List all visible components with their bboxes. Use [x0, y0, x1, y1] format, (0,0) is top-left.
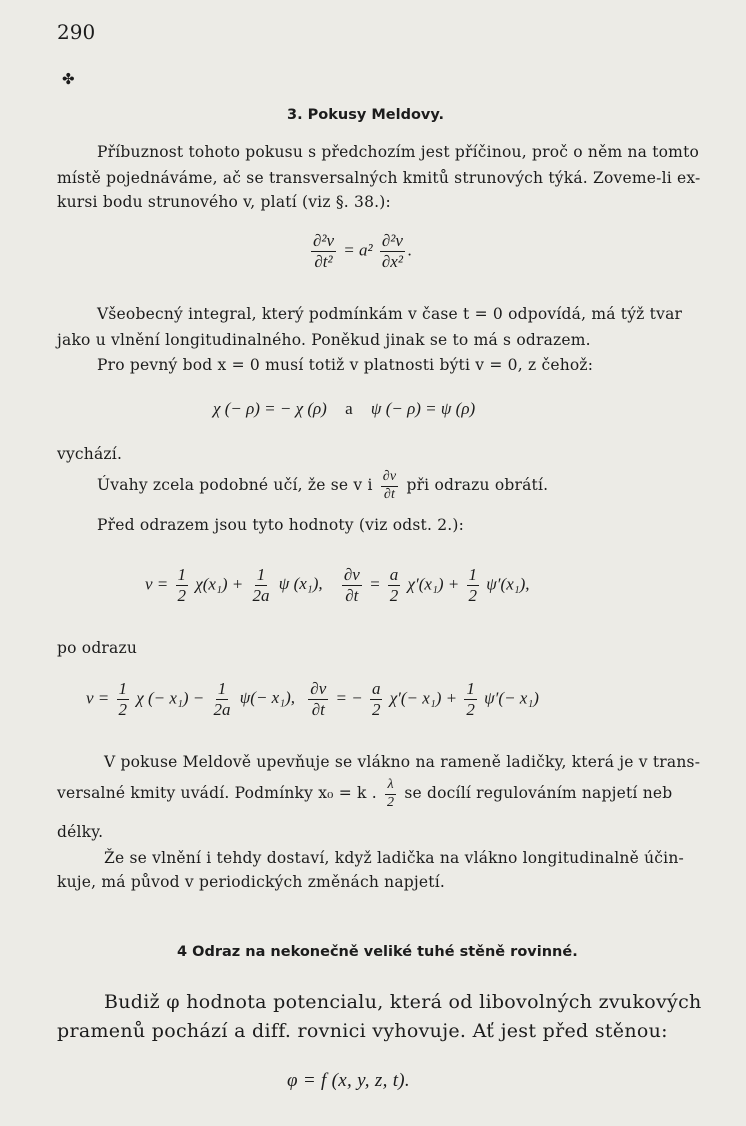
fraction-numerator: a — [389, 565, 399, 584]
fraction-denominator: 2 — [177, 585, 187, 605]
equation-text: = − — [335, 688, 363, 708]
ornament-icon: ✤ — [62, 70, 75, 88]
fraction-denominator: ∂t — [345, 585, 359, 605]
fraction-denominator: 2 — [468, 585, 477, 605]
paragraph-line: kuje, má původ v periodických změnách napjetí. — [57, 873, 445, 891]
fraction-denominator: ∂t — [383, 486, 396, 502]
before-reflection-equation — [145, 566, 530, 605]
equation-text: ψ (− ρ) = ψ (ρ) — [370, 399, 476, 418]
paragraph-line: Budiž φ hodnota potencialu, která od libovolných zvukových — [104, 991, 702, 1013]
equation-text: ψ(− x₁), — [239, 688, 296, 708]
paragraph-line: Před odrazem jsou tyto hodnoty (viz odst. 2.): — [97, 516, 465, 534]
paragraph-line: Že se vlnění i tehdy dostaví, když ladička na vlákno longitudinalně účin- — [104, 849, 684, 867]
fraction-numerator: 1 — [468, 565, 477, 584]
fraction-denominator: ∂x² — [381, 251, 403, 271]
fraction-numerator: 1 — [118, 679, 128, 698]
fraction-denominator: 2 — [387, 794, 395, 810]
text-run: při odrazu obrátí. — [406, 476, 549, 495]
fraction-numerator: ∂²v — [313, 231, 335, 250]
fraction-numerator: a — [371, 679, 381, 698]
paragraph-line: délky. — [57, 823, 104, 841]
paragraph-line: místě pojednáváme, ač se transversalných kmitů strunových týká. Zoveme-li ex- — [57, 169, 701, 187]
fraction-denominator: ∂t — [311, 699, 325, 719]
section-3-title: 3. Pokusy Meldovy. — [287, 107, 444, 123]
fraction-denominator: 2 — [389, 585, 399, 605]
paragraph-line: kursi bodu strunového v, platí (viz §. 38.): — [57, 193, 391, 211]
fraction-denominator: 2 — [371, 699, 381, 719]
paragraph-line: Pro pevný bod x = 0 musí totiž v platnosti býti v = 0, z čehož: — [97, 356, 594, 374]
fraction-numerator: ∂²v — [381, 231, 403, 250]
paragraph-line: vychází. — [57, 445, 123, 463]
fraction-numerator: 1 — [217, 679, 227, 698]
paragraph-line: pramenů pochází a diff. rovnici vyhovuje. Ať jest před stěnou: — [57, 1020, 668, 1042]
fraction-numerator: λ — [385, 778, 395, 795]
fraction-denominator: 2a — [252, 585, 270, 605]
equation-text: v = — [145, 574, 169, 594]
fraction-denominator: 2a — [213, 699, 231, 719]
paragraph-line: V pokuse Meldově upevňuje se vlákno na rameně ladičky, která je v trans- — [104, 753, 701, 771]
text-run: versalné kmity uvádí. Podmínky x₀ = k . — [57, 784, 377, 803]
equation-text: ψ′(x₁), — [486, 574, 530, 594]
fraction-numerator: ∂v — [343, 565, 360, 584]
equation-text: χ(x₁) + — [195, 574, 244, 594]
section-4-title: 4 Odraz na nekonečně veliké tuhé stěně rovinné. — [177, 944, 578, 960]
fraction-numerator: 1 — [177, 565, 187, 584]
equation-text: χ′(− x₁) + — [389, 688, 458, 708]
fraction-numerator: 1 — [256, 565, 266, 584]
equation-text: χ′(x₁) + — [407, 574, 460, 594]
fraction-denominator: 2 — [118, 699, 128, 719]
paragraph-line: Všeobecný integral, který podmínkám v čase t = 0 odpovídá, má týž tvar — [97, 305, 683, 323]
fraction-denominator: ∂t² — [314, 251, 333, 271]
equation-text: . — [407, 240, 413, 260]
equation-text: χ (− ρ) = − χ (ρ) — [213, 399, 327, 418]
paragraph-line — [97, 470, 548, 502]
fraction-numerator: ∂v — [381, 470, 399, 487]
fraction-numerator: 1 — [466, 679, 475, 698]
equation-text: χ (− x₁) − — [136, 688, 205, 708]
equation-text: = — [369, 574, 381, 594]
equation-text: = a² — [343, 240, 373, 260]
paragraph-line: po odrazu — [57, 639, 138, 657]
text-run: Úvahy zcela podobné učí, že se v i — [97, 476, 373, 495]
fraction-numerator: ∂v — [310, 679, 327, 698]
potential-equation: φ = f (x, y, z, t). — [287, 1070, 410, 1091]
equation-text: ψ′(− x₁) — [484, 688, 539, 708]
paragraph-line — [57, 778, 672, 810]
after-reflection-equation — [86, 680, 539, 719]
equation-text: ψ (x₁), — [278, 574, 323, 594]
page-number: 290 — [57, 20, 96, 44]
paragraph-line: jako u vlnění longitudinalného. Poněkud jinak se to má s odrazem. — [57, 331, 591, 349]
wave-equation — [308, 232, 412, 271]
boundary-equation — [213, 399, 475, 419]
equation-text: v = — [86, 688, 110, 708]
equation-conjunction: a — [345, 399, 353, 418]
fraction-denominator: 2 — [466, 699, 475, 719]
paragraph-line: Příbuznost tohoto pokusu s předchozím jest příčinou, proč o něm na tomto — [97, 143, 700, 161]
text-run: se docílí regulováním napjetí neb — [404, 784, 673, 803]
